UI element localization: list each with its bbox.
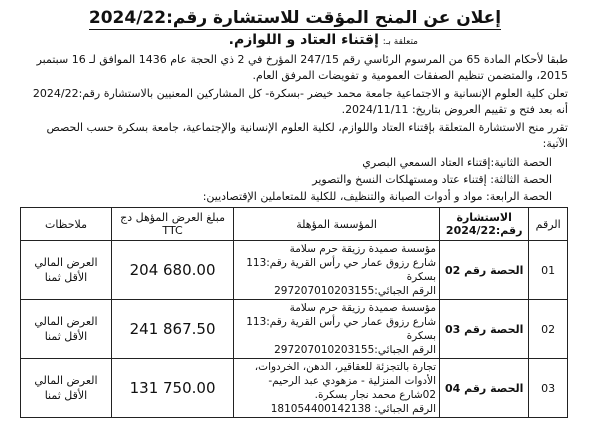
subject-value: إقتناء العتاد و اللوازم. (228, 32, 379, 48)
header-institution: المؤسسة المؤهلة (234, 208, 440, 241)
institution-name: تجارة بالتجزئة للعقاقير، الدهن، الخردوات، الأدوات المنزلية - مزهودي عبد الرحيم- 02شارع محمد نجار بسكرة. (254, 361, 437, 401)
table-row (21, 241, 568, 300)
row-num: 01 (529, 241, 568, 300)
subject-label: متعلقة بـ: (382, 37, 418, 47)
institution-tax-id: الرقم الجبائي:297207010203155 (274, 285, 437, 297)
row-amount: 241 867.50 (111, 300, 233, 359)
row-note: العرض المالي الأقل ثمنا (21, 300, 112, 359)
row-note: العرض المالي الأقل ثمنا (21, 359, 112, 418)
row-lot: الحصة رقم 02 (440, 241, 529, 300)
row-institution (234, 241, 440, 300)
row-num: 02 (529, 300, 568, 359)
institution-address: شارع رزوق عمار حي رأس القرية رقم:113 بسكرة (246, 257, 437, 283)
table-row (21, 300, 568, 359)
row-lot: الحصة رقم 03 (440, 300, 529, 359)
lot-item: الحصة الثانية:إقتناء العتاد السمعي البصري (362, 156, 552, 169)
row-note: العرض المالي الأقل ثمنا (21, 241, 112, 300)
row-lot: الحصة رقم 04 (440, 359, 529, 418)
row-amount: 204 680.00 (111, 241, 233, 300)
subject-line (22, 32, 418, 48)
header-consult: الاستشارة رقم:2024/22 (440, 208, 529, 241)
lots-list (22, 154, 568, 205)
institution-tax-id: الرقم الجبائي:297207010203155 (274, 344, 437, 356)
page-title: إعلان عن المنح المؤقت للاستشارة رقم:2024/22 (88, 8, 502, 28)
row-institution (234, 359, 440, 418)
award-table (20, 207, 568, 418)
row-institution (234, 300, 440, 359)
lot-item: الحصة الثالثة: إقتناء عتاد ومستهلكات النسخ والتصوير (312, 173, 552, 186)
row-num: 03 (529, 359, 568, 418)
header-amount: مبلغ العرض المؤهل دج TTC (111, 208, 233, 241)
institution-address: شارع رزوق عمار حي رأس القرية رقم:113 بسكرة (246, 316, 437, 342)
institution-tax-id: الرقم الجبائي: 181054400142138 (270, 403, 437, 415)
table-row (21, 359, 568, 418)
lot-item: الحصة الرابعة: مواد و أدوات الصيانة والتنظيف، للكلية للمتعاملين الإقتصاديين: (202, 190, 552, 203)
header-notes: ملاحظات (21, 208, 112, 241)
table-header-row (21, 208, 568, 241)
header-num: الرقم (529, 208, 568, 241)
award-paragraph: تقرر منح الاستشارة المتعلقة بإقتناء العتاد واللوازم، لكلية العلوم الإنسانية والإجتماعية، جامعة بسكرة حسب الحصص الآتية: (46, 121, 568, 150)
legal-basis-paragraph: طبقا لأحكام المادة 65 من المرسوم الرئاسي رقم 247/15 المؤرخ في 2 ذي الحجة عام 1436 الموافق لـ 16 سبتمبر 2015، والمتضمن تنظيم الصفقات العمومية و تفويضات المرفق العام. (36, 53, 568, 82)
row-amount: 131 750.00 (111, 359, 233, 418)
institution-name: مؤسسة صميدة رزيقة حرم سلامة (289, 243, 437, 255)
announcement-paragraph: تعلن كلية العلوم الإنسانية و الاجتماعية جامعة محمد خيضر -بسكرة- كل المشاركين المعنيين بالاستشارة رقم:2024/22 أنه بعد فتح و تقييم العروض بتاريخ: 2024/11/11. (32, 87, 568, 116)
institution-name: مؤسسة صميدة رزيقة حرم سلامة (289, 302, 437, 314)
